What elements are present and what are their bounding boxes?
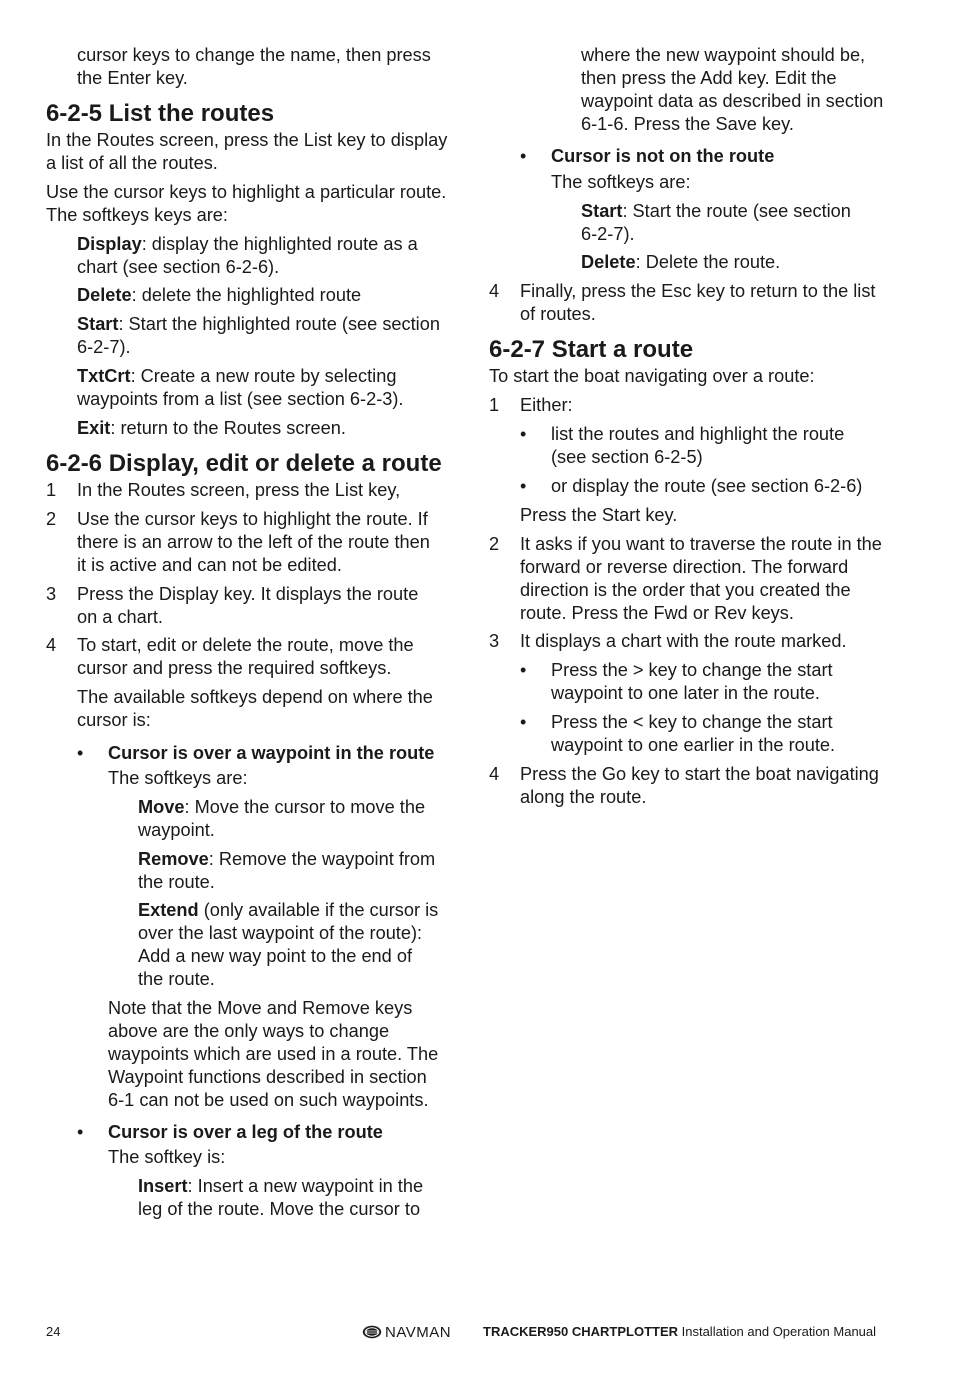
step-number: 2 xyxy=(489,534,500,554)
softkey-definition: Remove: Remove the waypoint from the route. xyxy=(138,849,436,892)
bullet: • xyxy=(520,712,527,732)
page-number: 24 xyxy=(46,1324,61,1339)
step-number: 1 xyxy=(46,480,57,500)
bullet-title: Cursor is not on the route xyxy=(551,146,775,166)
softkey-definition: Extend (only available if the cursor is over the last waypoint of the route): Add a new way point to the end of the route. xyxy=(138,900,439,989)
softkey-definition: Delete: Delete the route. xyxy=(581,252,781,272)
softkey-term: Delete xyxy=(77,285,132,305)
softkey-definition: Start: Start the route (see section 6-2-7). xyxy=(581,201,851,244)
softkey-definition: Move: Move the cursor to move the waypoint. xyxy=(138,797,426,840)
softkey-term: TxtCrt xyxy=(77,366,131,386)
bullet: • xyxy=(77,743,84,763)
navman-emblem-icon xyxy=(362,1325,382,1339)
paragraph: Press the Start key. xyxy=(520,505,678,525)
heading-6-2-6: 6-2-6 Display, edit or delete a route xyxy=(46,450,442,477)
softkey-definition: Start: Start the highlighted route (see section 6-2-7). xyxy=(77,314,440,357)
softkey-definition: TxtCrt: Create a new route by selecting waypoints from a list (see section 6-2-3). xyxy=(77,366,404,409)
note-paragraph: Note that the Move and Remove keys above are the only ways to change waypoints which are used in a route. The Waypoint functions described in section 6-1 can not be used on such waypoints. xyxy=(108,998,439,1110)
softkey-term: Exit xyxy=(77,418,111,438)
softkey-term: Start xyxy=(581,201,623,221)
softkey-term: Remove xyxy=(138,849,209,869)
bullet: • xyxy=(520,476,527,496)
manual-title: TRACKER950 CHARTPLOTTER Installation and Operation Manual xyxy=(483,1324,877,1339)
paragraph: In the Routes screen, press the List key to display a list of all the routes. xyxy=(46,130,448,173)
step-text: It displays a chart with the route marked. xyxy=(520,631,847,651)
step-text: Use the cursor keys to highlight the route. If there is an arrow to the left of the route then it is active and can not be edited. xyxy=(77,509,430,575)
softkey-term: Extend xyxy=(138,900,199,920)
logo-wordmark: NAVMAN xyxy=(385,1323,452,1341)
softkey-definition: Display: display the highlighted route as a chart (see section 6-2-6). xyxy=(77,234,418,277)
step-text: Press the Display key. It displays the route on a chart. xyxy=(77,584,419,627)
bullet-text: list the routes and highlight the route (see section 6-2-5) xyxy=(551,424,845,467)
step-number: 4 xyxy=(489,764,500,784)
heading-6-2-5: 6-2-5 List the routes xyxy=(46,100,275,127)
bullet-subtitle: The softkeys are: xyxy=(108,768,248,788)
step-text: To start, edit or delete the route, move the cursor and press the required softkeys. xyxy=(77,635,414,678)
paragraph: The available softkeys depend on where the cursor is: xyxy=(77,687,433,730)
step-text: It asks if you want to traverse the route in the forward or reverse direction. The forward direction is the order that you created the route. Press the Fwd or Rev keys. xyxy=(520,534,882,623)
softkey-term: Move xyxy=(138,797,185,817)
step-text: Press the Go key to start the boat navigating along the route. xyxy=(520,764,879,807)
step-text: Finally, press the Esc key to return to the list of routes. xyxy=(520,281,876,324)
bullet: • xyxy=(520,424,527,444)
step-number: 4 xyxy=(46,635,57,655)
bullet: • xyxy=(520,146,527,166)
step-number: 1 xyxy=(489,395,500,415)
step-number: 2 xyxy=(46,509,57,529)
bullet-text: Press the < key to change the start waypoint to one earlier in the route. xyxy=(551,712,836,755)
navman-logo xyxy=(362,1324,451,1340)
bullet-text: or display the route (see section 6-2-6) xyxy=(551,476,863,496)
softkey-term: Display xyxy=(77,234,142,254)
paragraph: Use the cursor keys to highlight a particular route. The softkeys keys are: xyxy=(46,182,447,225)
step-text: Either: xyxy=(520,395,573,415)
bullet: • xyxy=(77,1122,84,1142)
softkey-term: Delete xyxy=(581,252,636,272)
softkey-term: Insert xyxy=(138,1176,188,1196)
softkey-definition: Insert: Insert a new waypoint in the leg of the route. Move the cursor to xyxy=(138,1176,424,1219)
step-number: 3 xyxy=(46,584,57,604)
step-number: 3 xyxy=(489,631,500,651)
bullet-title: Cursor is over a leg of the route xyxy=(108,1122,383,1142)
step-number: 4 xyxy=(489,281,500,301)
softkey-definition: Exit: return to the Routes screen. xyxy=(77,418,346,438)
bullet-title: Cursor is over a waypoint in the route xyxy=(108,743,435,763)
continued-paragraph: cursor keys to change the name, then press the Enter key. xyxy=(77,45,431,88)
paragraph: To start the boat navigating over a route: xyxy=(489,366,815,386)
step-text: In the Routes screen, press the List key, xyxy=(77,480,401,500)
bullet-text: Press the > key to change the start waypoint to one later in the route. xyxy=(551,660,833,703)
bullet-subtitle: The softkeys are: xyxy=(551,172,691,192)
bullet: • xyxy=(520,660,527,680)
softkey-term: Start xyxy=(77,314,119,334)
heading-6-2-7: 6-2-7 Start a route xyxy=(489,336,694,363)
continued-paragraph: where the new waypoint should be, then press the Add key. Edit the waypoint data as described in section 6-1-6. Press the Save key. xyxy=(581,45,884,134)
softkey-definition: Delete: delete the highlighted route xyxy=(77,285,362,305)
bullet-subtitle: The softkey is: xyxy=(108,1147,226,1167)
